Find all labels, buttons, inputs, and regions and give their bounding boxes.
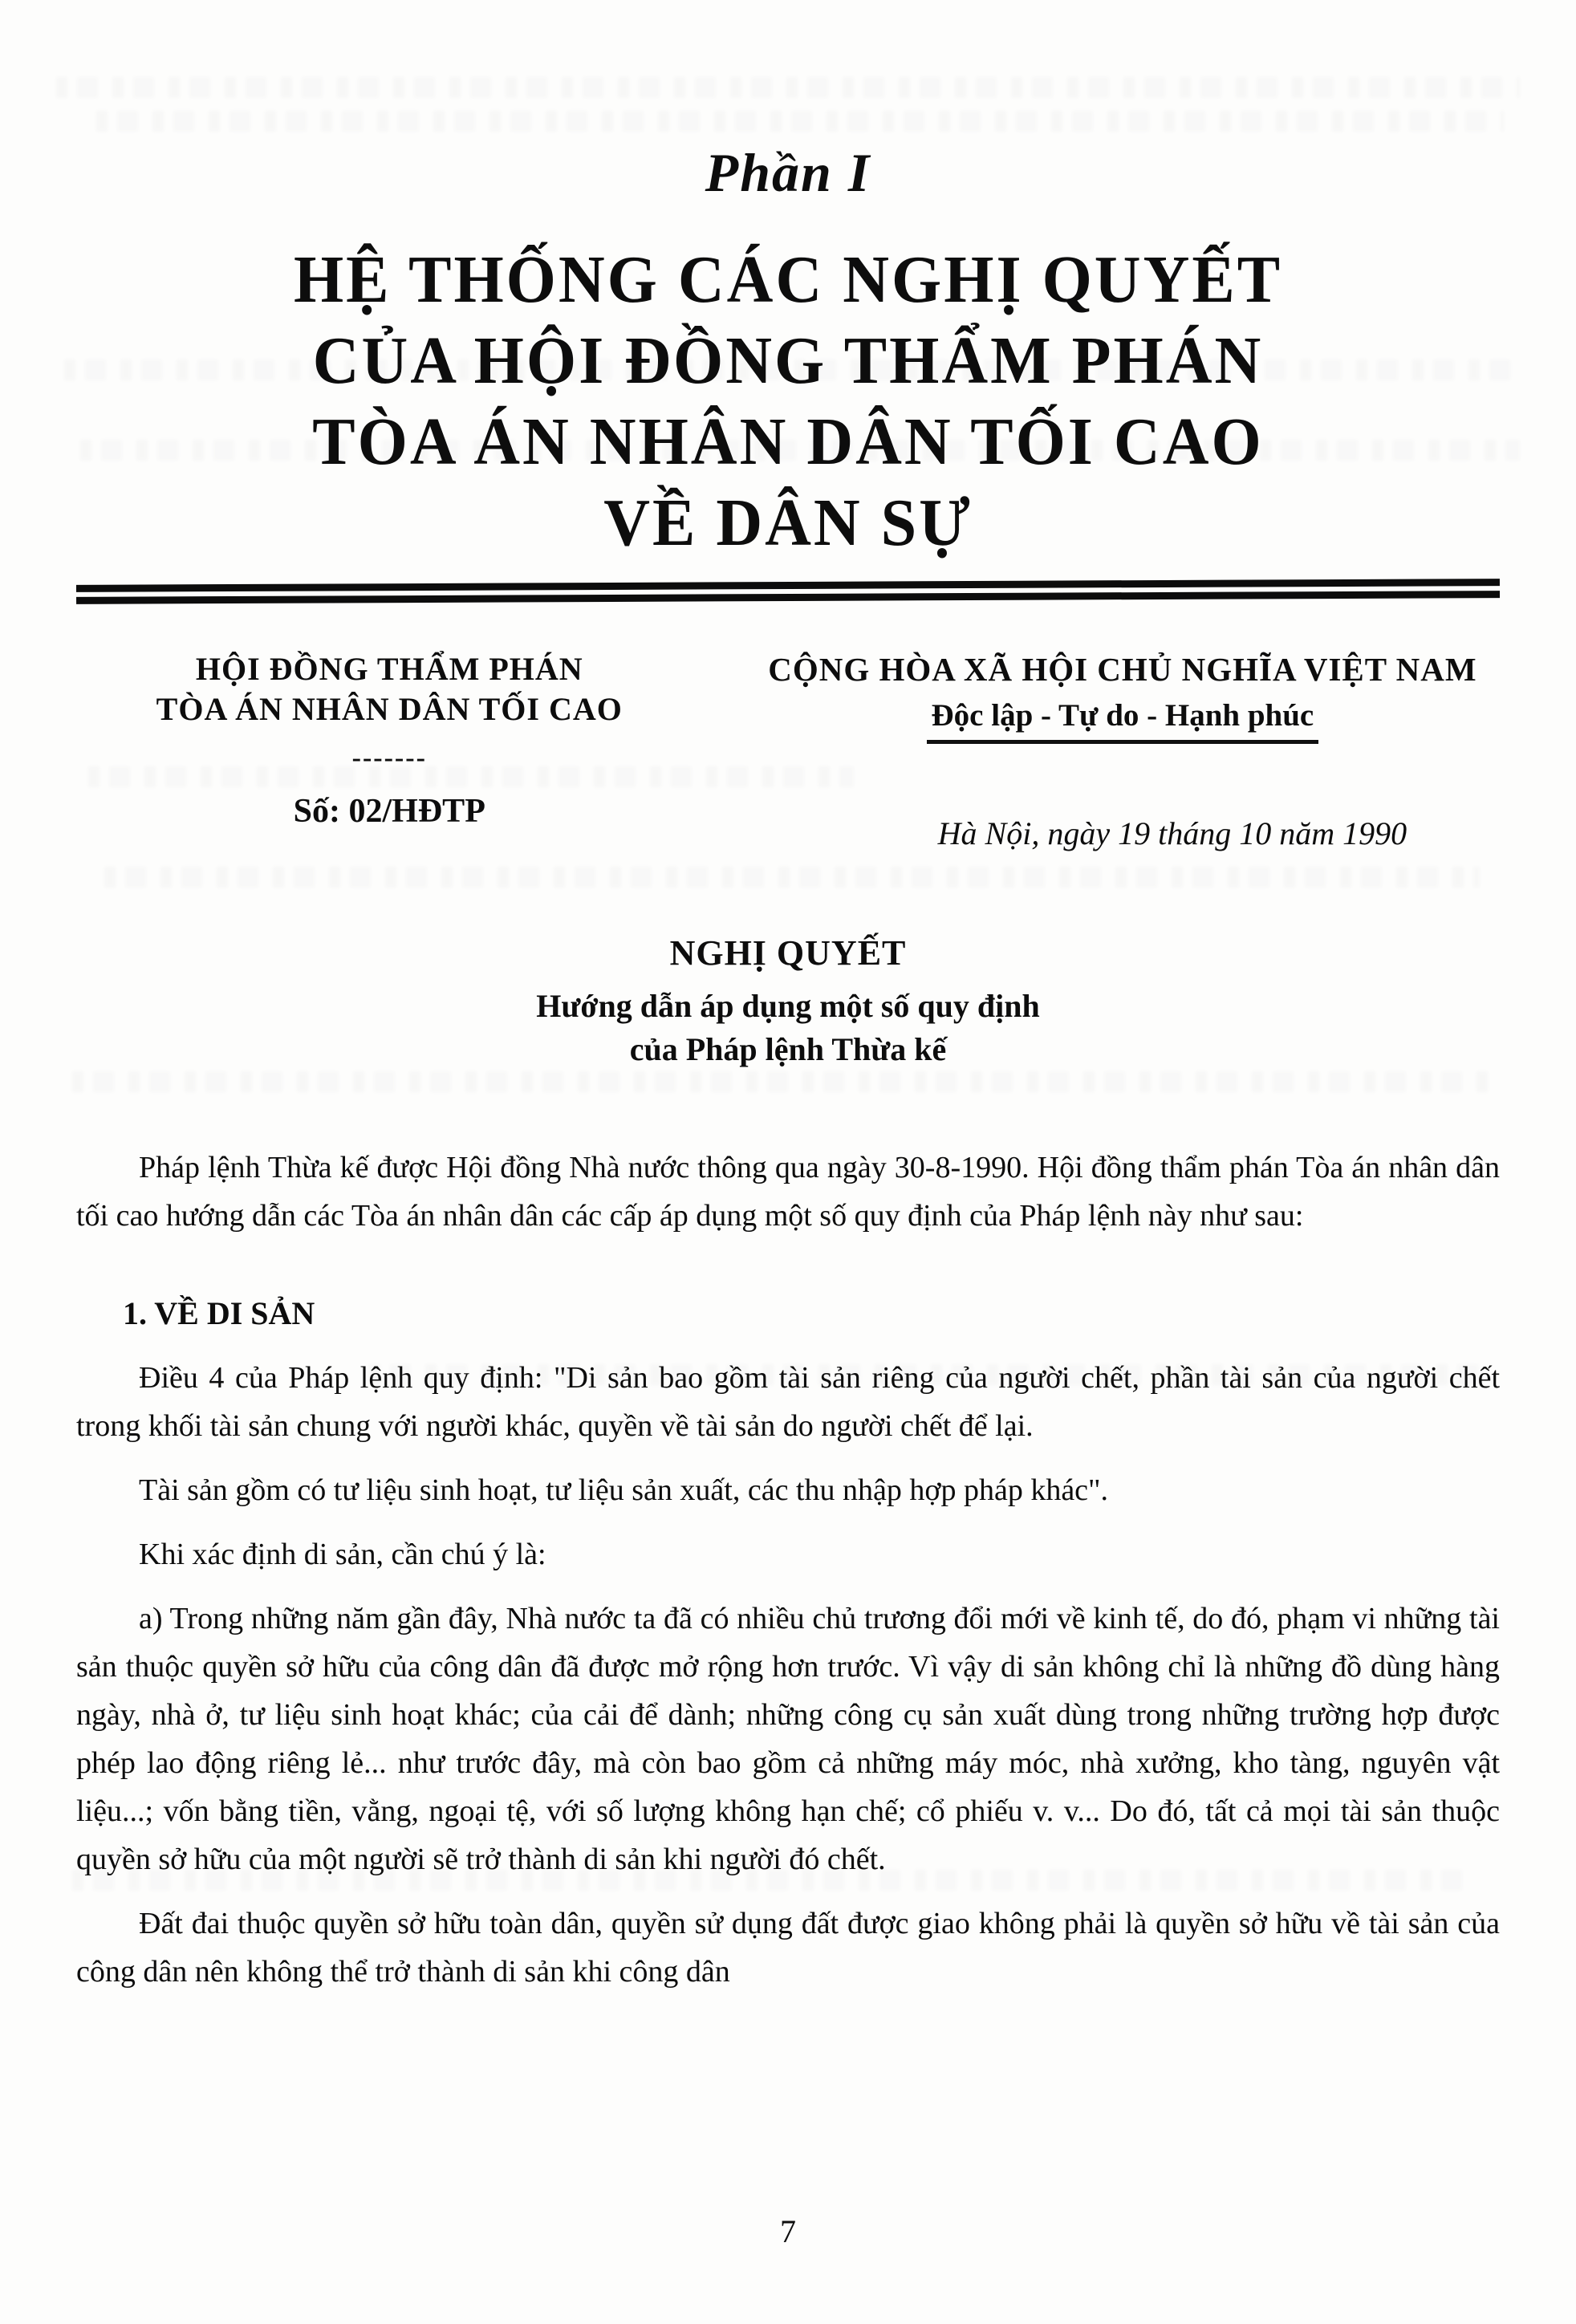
resolution-title: NGHỊ QUYẾT (669, 933, 907, 973)
body-paragraph: Điều 4 của Pháp lệnh quy định: "Di sản bao gồm tài sản riêng của người chết, phần tài sản của người chết trong khối tài sản chung với người khác, quyền về tài sản do người chết để lại. (76, 1361, 1500, 1443)
title-line-3: TÒA ÁN NHÂN DÂN TỐI CAO (312, 405, 1264, 479)
title-line-4: VỀ DÂN SỰ (603, 486, 973, 560)
part-label: Phần I (705, 142, 871, 203)
resolution-subtitle-1: Hướng dẫn áp dụng một số quy định (536, 988, 1040, 1024)
resolution-subtitle-2: của Pháp lệnh Thừa kế (629, 1031, 947, 1067)
place-date-line: Hà Nội, ngày 19 tháng 10 năm 1990 (937, 815, 1407, 851)
rule-line (76, 591, 1500, 604)
issuer-name-line-1: HỘI ĐỒNG THẨM PHÁN (195, 651, 583, 687)
body-paragraph: Khi xác định di sản, cần chú ý là: (139, 1538, 546, 1571)
body-paragraph: Tài sản gồm có tư liệu sinh hoạt, tư liệu sản xuất, các thu nhập hợp pháp khác". (139, 1473, 1109, 1507)
resolution-heading (76, 932, 1500, 1071)
title-line-1: HỆ THỐNG CÁC NGHỊ QUYẾT (293, 243, 1283, 317)
page-number: 7 (780, 2213, 796, 2249)
document-number: Số: 02/HĐTP (293, 793, 485, 830)
scan-artifact (104, 867, 1480, 888)
body-paragraph: Đất đai thuộc quyền sở hữu toàn dân, quyền sử dụng đất được giao không phải là quyền sở hữu về tài sản của công dân nên không thể trở thành di sản khi công dân (76, 1907, 1500, 1989)
letterhead (76, 649, 1500, 852)
title-line-2: CỦA HỘI ĐỒNG THẨM PHÁN (312, 324, 1264, 398)
scan-artifact (72, 1071, 1496, 1092)
intro-paragraph: Pháp lệnh Thừa kế được Hội đồng Nhà nước thông qua ngày 30-8-1990. Hội đồng thẩm phán Tòa án nhân dân tối cao hướng dẫn các Tòa án nhân dân các cấp áp dụng một số quy định của Pháp lệnh này như sau: (76, 1151, 1500, 1233)
rule-line (76, 579, 1500, 592)
issuer-name-line-2: TÒA ÁN NHÂN DÂN TỐI CAO (156, 691, 623, 727)
document-title (76, 240, 1500, 564)
issuer-block (76, 649, 703, 831)
national-block (745, 649, 1500, 852)
republic-title: CỘNG HÒA XÃ HỘI CHỦ NGHĨA VIỆT NAM (768, 651, 1477, 688)
national-motto: Độc lập - Tự do - Hạnh phúc (927, 697, 1319, 744)
double-rule (76, 579, 1500, 604)
scan-artifact (56, 77, 1520, 98)
scan-artifact (96, 111, 1504, 132)
body-paragraph: a) Trong những năm gần đây, Nhà nước ta đã có nhiều chủ trương đổi mới về kinh tế, do đó, phạm vi những tài sản thuộc quyền sở hữu của công dân đã được mở rộng hơn trước. Vì vậy di sản không chỉ là những đồ dùng hàng ngày, nhà ở, tư liệu sinh hoạt khác; của cải để dành; những công cụ sản xuất dùng trong những trường hợp được phép lao động riêng lẻ... như trước đây, mà còn bao gồm cả những máy móc, nhà xưởng, kho tàng, nguyên vật liệu...; vốn bằng tiền, vằng, ngoại tệ, với số lượng không hạn chế; cổ phiếu v. v... Do đó, tất cả mọi tài sản thuộc quyền sở hữu của một người sẽ trở thành di sản khi người đó chết. (76, 1602, 1500, 1876)
section-1-heading: 1. VỀ DI SẢN (123, 1295, 315, 1331)
document-body (76, 1144, 1500, 1996)
issuer-separator: ------- (351, 743, 427, 773)
